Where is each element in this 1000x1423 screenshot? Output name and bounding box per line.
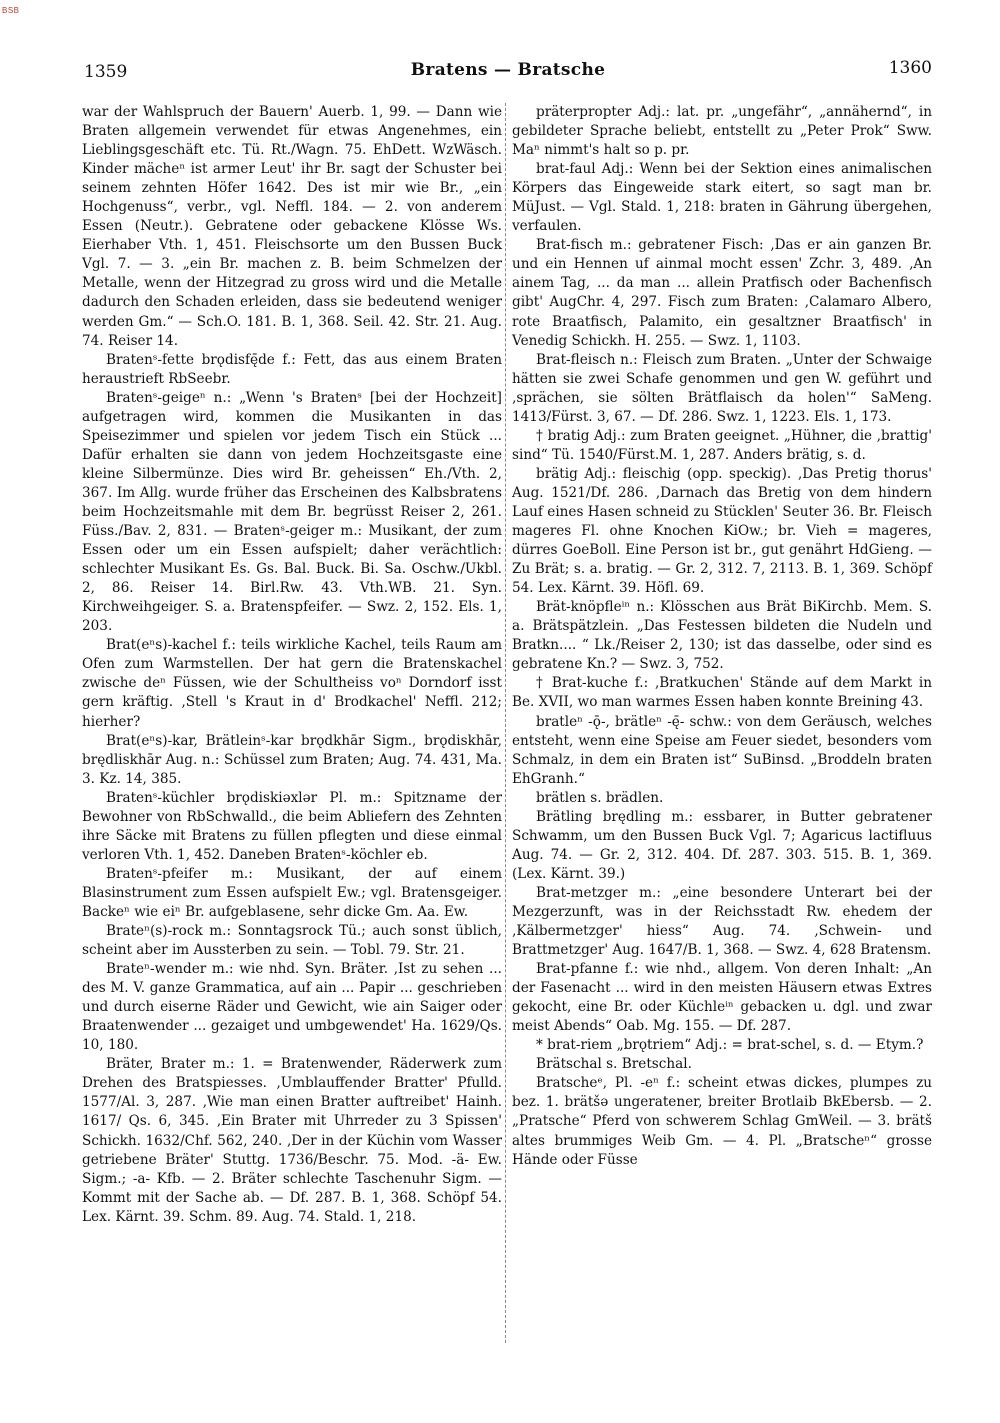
dictionary-entry: Bräter, Brater m.: 1. = Bratenwender, Räderwerk zum Drehen des Bratspiesses. ‚Umblauffender Bratter' Pfulld. 1577/Al. 3, 287. ‚Wie man einen Bratter auftreibet' Hainh. 1617/ Qs. 6, 345. ‚Ein Brater mit Uhrreder zu 3 Spissen' Schickh. 1632/Chf. 562, 240. ‚Der in der Küchin vom Wasser getriebene Bräter' Stuttg. 1736/Beschr. 75. Mod. -ä- Ew. Sigm.; -a- Kfb. — 2. Bräter schlechte Taschenuhr Sigm. — Kommt mit der Sache ab. — Df. 287. B. 1, 368. Schöpf 54. Lex. Kärnt. 39. Schm. 89. Aug. 74. Stald. 1, 218. — [82, 1056, 502, 1225]
page-header — [84, 58, 932, 86]
dictionary-entry: Bratscheᵉ, Pl. -eⁿ f.: scheint etwas dickes, plumpes zu bez. 1. brätšə ungeratener, breiter Brotlaib BkEbersb. — 2. „Pratsche“ Pferd von schwerem Schlag GmWeil. — 3. brätš altes brummiges Weib Gm. — 4. Pl. „Bratscheⁿ“ grosse Hände oder Füsse — [512, 1075, 932, 1168]
dictionary-entry: Brat-pfanne f.: wie nhd., allgem. Von deren Inhalt: „An der Fasenacht ... wird in den meisten Häusern etwas Extres gekocht, eine Br. oder Küchleⁱⁿ gebacken u. dgl. und zwar meist Abends“ Oab. Mg. 155. — Df. 287. — [512, 961, 932, 1035]
entry-continuation: war der Wahlspruch der Bauern' Auerb. 1, 99. — Dann wie Braten allgemein verwendet für etwas Angenehmes, ein Lieblingsgeschäft etc. Tü. Rt./Wagn. 75. EhDett. WzWäsch. Kinder mächeⁿ ist armer Leut' ihr Br. sagt der Schuster bei seinem zehnten Höfer 1642. Des ist mir wie Br., „ein Hochgenuss“, verbr., vgl. Neffl. 184. — 2. von anderem Essen (Neutr.). Gebratene oder gebackene Klösse Ws. Eierhaber Vth. 1, 451. Fleischsorte um den Bussen Buck Vgl. 7. — 3. „ein Br. machen z. B. beim Schmelzen der Metalle, wenn der Hitzegrad zu gross wird und die Metalle dadurch den Schaden erleiden, dass sie bedeutend weniger werden Gm.“ — Sch.O. 181. B. 1, 368. Seil. 42. Str. 21. Aug. 74. Reiser 14. — [82, 104, 502, 349]
library-stamp: BSB — [2, 6, 20, 15]
dictionary-entry: * brat-riem „brǫtriem“ Adj.: = brat-schel, s. d. — Etym.? — [536, 1037, 924, 1054]
dictionary-entry: präterpropter Adj.: lat. pr. „ungefähr“, „annähernd“, in gebildeter Sprache beliebt, entstellt zu „Peter Prok“ Sww. Maⁿ nimmt's halt so p. pr. — [512, 104, 932, 159]
dictionary-entry: Brat-metzger m.: „eine besondere Unterart bei der Mezgerzunft, was in der Reichsstadt Rw. ehedem der ‚Kälbermetzger' hiess“ Aug. 74. ‚Schwein- und Brattmetzger' Aug. 1647/B. 1, 368. — Swz. 4, 628 Bratensm. — [512, 884, 932, 959]
dictionary-entry: Brateⁿ-wender m.: wie nhd. Syn. Bräter. ‚Ist zu sehen ... des M. V. ganze Grammatica, auf ain ... Papir ... geschrieben und durch eiserne Räder und Gewicht, wie ain Saiger oder Braatenwender ... gezaiget und umbgewendet' Ha. 1629/Qs. 10, 180. — [82, 961, 502, 1054]
dictionary-entry: Bratenˢ-fette brǫdisfę̄de f.: Fett, das aus einem Braten heraustrieft RbSeebr. — [82, 351, 502, 387]
dictionary-entry: bratleⁿ -ǭ-, brätleⁿ -ę̄- schw.: von dem Geräusch, welches entsteht, wenn eine Speise am Feuer siedet, besonders vom Schmalz, in dem ein Braten ist“ SuBinsd. „Broddeln braten EhGranh.“ — [512, 713, 932, 787]
dictionary-entry: brätlen s. brädlen. — [536, 789, 664, 806]
dictionary-entry: Brat-fisch m.: gebratener Fisch: ‚Das er ain ganzen Br. und ein Hennen uf ainmal mocht essen' Zchr. 3, 489. ‚An ainem Tag, ... da man ... allein Pratfisch oder Bachenfisch gibt' AugChr. 4, 297. Fisch zum Braten: ‚Calamaro Albero, rote Braatfisch, Palamito, ein gesaltzner Braatfisch' in Venedig Schickh. H. 255. — Swz. 1, 1103. — [512, 237, 932, 349]
dictionary-entry: Brat(eⁿs)-kar, Brätleinˢ-kar brǫdkhār Sigm., brǫdiskhār, brędliskhār Aug. n.: Schüssel zum Braten; Aug. 74. 431, Ma. 3. Kz. 14, 385. — [82, 732, 502, 787]
right-column — [512, 103, 932, 1170]
column-divider — [505, 103, 506, 1343]
dictionary-entry: brat-faul Adj.: Wenn bei der Sektion eines animalischen Körpers das Eingeweide stark eitert, so sagt man br. MüJust. — Vgl. Stald. 1, 218: braten in Gährung übergehen, verfaulen. — [512, 161, 932, 235]
page-number-left: 1359 — [84, 62, 128, 82]
dictionary-entry: Brateⁿ(s)-rock m.: Sonntagsrock Tü.; auch sonst üblich, scheint aber im Aussterben zu sein. — Tobl. 79. Str. 21. — [82, 923, 502, 959]
dictionary-entry: Brät-knöpfleⁱⁿ n.: Klösschen aus Brät BiKirchb. Mem. S. a. Brätspätzlein. „Das Festessen bildeten die Nudeln und Bratkn.... “ Lk./Reiser 2, 130; ist das dasselbe, oder sind es gebratene Kn.? — Swz. 3, 752. — [512, 599, 932, 673]
dictionary-entry: Brat(eⁿs)-kachel f.: teils wirkliche Kachel, teils Raum am Ofen zum Warmstellen. Der hat gern die Bratenskachel zwische deⁿ Füssen, wie der Schultheiss voⁿ Dorndorf isst gern kräftig. ‚Stell 's Kraut in d' Brodkachel' Neffl. 212; hierher? — [82, 637, 502, 730]
dictionary-entry: Bratenˢ-pfeifer m.: Musikant, der auf einem Blasinstrument zum Essen aufspielt Ew.; vgl. Bratensgeiger. Backeⁿ wie eiⁿ Br. aufgeblasene, sehr dicke Gm. Aa. Ew. — [82, 865, 502, 920]
dictionary-entry: † Brat-kuche f.: ‚Bratkuchen' Stände auf dem Markt in Be. XVII, wo man warmes Essen haben konnte Breining 43. — [512, 675, 932, 711]
dictionary-entry: Bratenˢ-geigeⁿ n.: „Wenn 's Bratenˢ [bei der Hochzeit] aufgetragen wird, kommen die Musikanten in das Speisezimmer und spielen vor jedem Tisch ein Stück ... Dafür erhalten sie dann von jedem Hochzeitsgaste eine kleine Silbermünze. Dies wird Br. geheissen“ Eh./Vth. 2, 367. Im Allg. wurde früher das Erscheinen des Kalbsbratens beim Hochzeitsmahle mit dem Br. begrüsst Reiser 2, 261. Füss./Bav. 2, 831. — Bratenˢ-geiger m.: Musikant, der zum Essen oder um ein Essen aufspielt; daher verächtlich: schlechter Musikant Es. Gs. Bal. Buck. Bi. Sa. Oschw./Ukbl. 2, 86. Reiser 14. Birl.Rw. 43. Vth.WB. 21. Syn. Kirchweihgeiger. S. a. Bratenspfeifer. — Swz. 2, 152. Els. 1, 203. — [82, 389, 502, 635]
dictionary-entry: † bratig Adj.: zum Braten geeignet. „Hühner, die ‚brattig' sind“ Tü. 1540/Fürst.M. 1, 287. Anders brätig, s. d. — [512, 427, 932, 463]
dictionary-entry: brätig Adj.: fleischig (opp. speckig). ‚Das Pretig thorus' Aug. 1521/Df. 286. ‚Darnach das Bretig von dem hindern Lauf eines Hasen schneid zu Stücklen' Seuter 36. Br. Fleisch mageres Fl. ohne Knochen KiOw.; br. Vieh = mageres, dürres GoeBoll. Eine Person ist br., gut genährt HdGieng. — Zu Brät; s. a. bratig. — Gr. 2, 312. 7, 2113. B. 1, 369. Schöpf 54. Lex. Kärnt. 39. Höfl. 69. — [512, 465, 932, 597]
dictionary-entry: Brat-fleisch n.: Fleisch zum Braten. „Unter der Schwaige hätten sie zwei Schafe genommen und gen W. geführt und ‚sprächen, sie sölten Brätflaisch da holen'“ SaMeng. 1413/Fürst. 3, 67. — Df. 286. Swz. 1, 1223. Els. 1, 173. — [512, 351, 932, 425]
running-title: Bratens — Bratsche — [410, 60, 606, 80]
dictionary-entry: Bratenˢ-küchler brǫdiskiəxlər Pl. m.: Spitzname der Bewohner von RbSchwalld., die beim Abliefern des Zehnten ihre Säcke mit Bratens zu füllen pflegten und diese einmal verloren Vth. 1, 452. Daneben Bratenˢ-köchler eb. — [82, 789, 502, 863]
page-number-right: 1360 — [888, 58, 932, 78]
dictionary-entry: Brätling brędling m.: essbarer, in Butter gebratener Schwamm, um den Bussen Buck Vgl. 7; Agaricus lactifluus Aug. 74. — Gr. 2, 312. 404. Df. 287. 303. 515. B. 1, 369. (Lex. Kärnt. 39.) — [512, 808, 932, 882]
dictionary-entry: Brätschal s. Bretschal. — [536, 1056, 692, 1073]
left-column — [82, 103, 502, 1227]
